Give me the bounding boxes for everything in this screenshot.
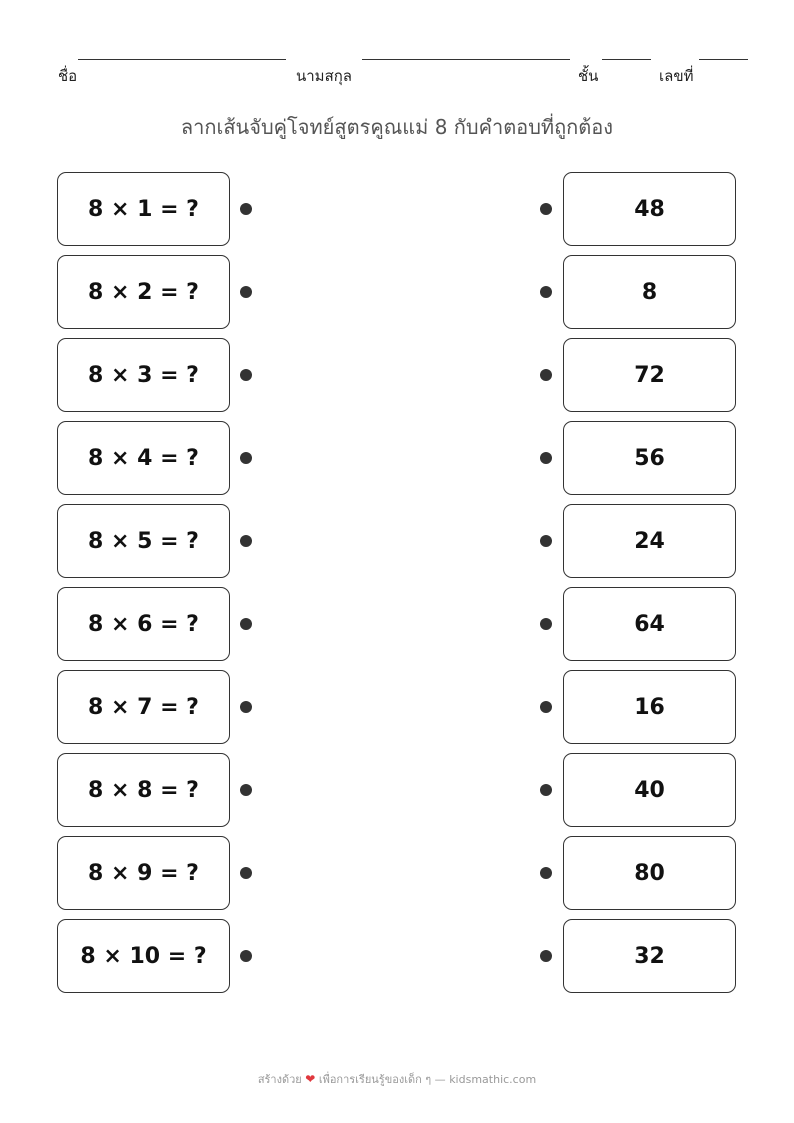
answer-dot-5[interactable] <box>540 535 552 547</box>
question-dot-2[interactable] <box>240 286 252 298</box>
class-line[interactable] <box>602 59 651 60</box>
question-dot-8[interactable] <box>240 784 252 796</box>
question-dot-4[interactable] <box>240 452 252 464</box>
footer-suffix: เพื่อการเรียนรู้ของเด็ก ๆ — <box>318 1073 446 1086</box>
footer-prefix: สร้างด้วย <box>257 1073 302 1086</box>
question-box-4[interactable]: 8 × 4 = ? <box>57 421 230 495</box>
name-line[interactable] <box>78 59 286 60</box>
class-label: ชั้น <box>578 67 599 85</box>
question-box-3[interactable]: 8 × 3 = ? <box>57 338 230 412</box>
surname-line[interactable] <box>362 59 570 60</box>
question-box-2[interactable]: 8 × 2 = ? <box>57 255 230 329</box>
answer-dot-9[interactable] <box>540 867 552 879</box>
footer-site-link[interactable]: kidsmathic.com <box>449 1073 537 1086</box>
question-dot-5[interactable] <box>240 535 252 547</box>
answer-box-6[interactable]: 64 <box>563 587 736 661</box>
answer-dot-8[interactable] <box>540 784 552 796</box>
question-dot-1[interactable] <box>240 203 252 215</box>
answer-box-8[interactable]: 40 <box>563 753 736 827</box>
question-box-10[interactable]: 8 × 10 = ? <box>57 919 230 993</box>
answer-box-1[interactable]: 48 <box>563 172 736 246</box>
question-box-5[interactable]: 8 × 5 = ? <box>57 504 230 578</box>
answer-dot-3[interactable] <box>540 369 552 381</box>
answer-box-7[interactable]: 16 <box>563 670 736 744</box>
number-line[interactable] <box>699 59 748 60</box>
question-dot-3[interactable] <box>240 369 252 381</box>
question-dot-9[interactable] <box>240 867 252 879</box>
name-label: ชื่อ <box>58 67 78 85</box>
student-info-header <box>58 64 748 88</box>
answer-dot-6[interactable] <box>540 618 552 630</box>
question-box-7[interactable]: 8 × 7 = ? <box>57 670 230 744</box>
question-box-6[interactable]: 8 × 6 = ? <box>57 587 230 661</box>
answer-box-4[interactable]: 56 <box>563 421 736 495</box>
question-dot-10[interactable] <box>240 950 252 962</box>
question-box-1[interactable]: 8 × 1 = ? <box>57 172 230 246</box>
footer-credit <box>0 1070 794 1088</box>
answer-dot-2[interactable] <box>540 286 552 298</box>
answer-dot-1[interactable] <box>540 203 552 215</box>
question-box-8[interactable]: 8 × 8 = ? <box>57 753 230 827</box>
worksheet-title: ลากเส้นจับคู่โจทย์สูตรคูณแม่ 8 กับคำตอบที่ถูกต้อง <box>180 115 614 139</box>
answer-box-10[interactable]: 32 <box>563 919 736 993</box>
surname-label: นามสกุล <box>296 67 352 85</box>
answer-box-2[interactable]: 8 <box>563 255 736 329</box>
answer-box-5[interactable]: 24 <box>563 504 736 578</box>
answer-box-9[interactable]: 80 <box>563 836 736 910</box>
answer-dot-7[interactable] <box>540 701 552 713</box>
heart-icon: ❤ <box>305 1072 316 1086</box>
answer-dot-10[interactable] <box>540 950 552 962</box>
question-dot-6[interactable] <box>240 618 252 630</box>
answer-box-3[interactable]: 72 <box>563 338 736 412</box>
question-box-9[interactable]: 8 × 9 = ? <box>57 836 230 910</box>
number-label: เลขที่ <box>659 67 694 85</box>
answer-dot-4[interactable] <box>540 452 552 464</box>
question-dot-7[interactable] <box>240 701 252 713</box>
